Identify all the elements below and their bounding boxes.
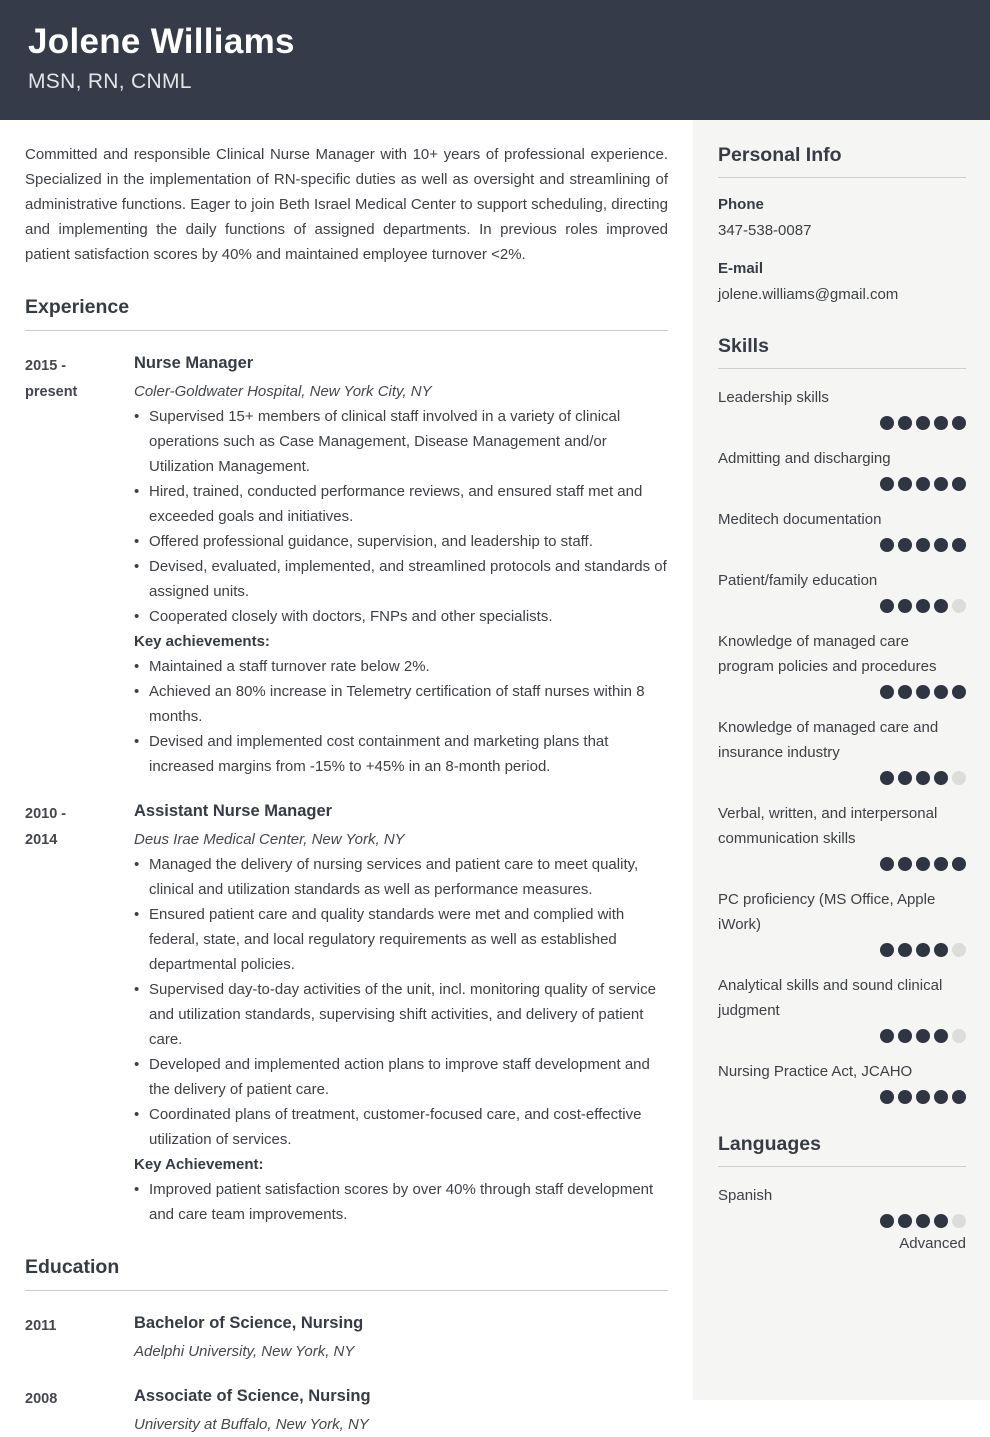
bullet-dot-icon: • [134, 483, 140, 500]
skill-label: Patient/family education [718, 572, 878, 589]
achievement-bullet-list [134, 654, 668, 779]
rating-dot-filled-icon [880, 599, 894, 613]
skill-rating [718, 477, 966, 491]
key-achievements-label: Key Achievement: [134, 1156, 264, 1173]
personal-info-section [718, 144, 966, 306]
bullet-text: Ensured patient care and quality standards were met and complied with federal, state, and local regulatory requirements as well as established departmental policies. [149, 906, 625, 973]
bullet-dot-icon: • [134, 981, 140, 998]
rating-dot-filled-icon [898, 1214, 912, 1228]
skill-rating [718, 416, 966, 430]
rating-dot-filled-icon [934, 538, 948, 552]
rating-dot-filled-icon [952, 685, 966, 699]
language-label: Spanish [718, 1187, 773, 1204]
bullet-text: Maintained a staff turnover rate below 2%. [149, 658, 430, 675]
skill-rating [718, 1090, 966, 1104]
school-name: Adelphi University, New York, NY [134, 1343, 355, 1360]
rating-dot-filled-icon [934, 771, 948, 785]
experience-section-title: Experience [25, 296, 668, 331]
degree-title: Associate of Science, Nursing [134, 1387, 371, 1405]
skill-rating [718, 1029, 966, 1043]
skill-rating [718, 599, 966, 613]
bullet-text: Cooperated closely with doctors, FNPs and other specialists. [149, 608, 553, 625]
bullet-dot-icon: • [134, 608, 140, 625]
job-bullet [134, 1102, 668, 1152]
skill-label: Meditech documentation [718, 511, 882, 528]
rating-dot-filled-icon [898, 1090, 912, 1104]
rating-dot-filled-icon [952, 857, 966, 871]
phone-label: Phone [718, 196, 764, 213]
rating-dot-filled-icon [898, 599, 912, 613]
job-date-start: 2010 - [25, 806, 67, 822]
experience-entry [25, 351, 668, 779]
rating-dot-filled-icon [898, 477, 912, 491]
skill-label: Admitting and discharging [718, 450, 891, 467]
rating-dot-filled-icon [898, 416, 912, 430]
job-date-end: 2014 [25, 832, 58, 848]
skill-label: Knowledge of managed care and insurance industry [718, 719, 939, 761]
rating-dot-empty-icon [952, 1214, 966, 1228]
rating-dot-empty-icon [952, 943, 966, 957]
job-bullet [134, 604, 668, 629]
job-bullet [134, 902, 668, 977]
skill-item [718, 973, 966, 1043]
skills-section [718, 335, 966, 1104]
job-bullet [134, 404, 668, 479]
achievement-bullet [134, 679, 668, 729]
rating-dot-filled-icon [916, 685, 930, 699]
personal-info-title: Personal Info [718, 144, 966, 178]
rating-dot-filled-icon [934, 857, 948, 871]
professional-summary: Committed and responsible Clinical Nurse Manager with 10+ years of professional experience. Specialized in the implementation of RN-specific duties as well as oversight and streamlining of administrative functions. Eager to join Beth Israel Medical Center to support scheduling, directing and implementing the daily functions of assigned departments. In previous roles improved patient satisfaction scores by 40% and maintained employee turnover <2%. [25, 146, 668, 263]
education-year: 2008 [25, 1391, 58, 1407]
rating-dot-filled-icon [916, 599, 930, 613]
bullet-text: Managed the delivery of nursing services and patient care to meet quality, clinical and utilization standards as well as performance measures. [149, 856, 639, 898]
job-bullet-list [134, 852, 668, 1152]
bullet-dot-icon: • [134, 856, 140, 873]
rating-dot-filled-icon [916, 1214, 930, 1228]
skill-label: Verbal, written, and interpersonal communication skills [718, 805, 938, 847]
rating-dot-filled-icon [952, 416, 966, 430]
bullet-dot-icon: • [134, 1181, 140, 1198]
rating-dot-filled-icon [916, 1029, 930, 1043]
skill-rating [718, 685, 966, 699]
rating-dot-filled-icon [880, 1029, 894, 1043]
job-bullet [134, 852, 668, 902]
rating-dot-filled-icon [880, 416, 894, 430]
email-label: E-mail [718, 260, 764, 277]
rating-dot-empty-icon [952, 599, 966, 613]
resume-body [0, 120, 990, 1433]
rating-dot-filled-icon [916, 538, 930, 552]
rating-dot-filled-icon [898, 538, 912, 552]
job-company: Coler-Goldwater Hospital, New York City, NY [134, 383, 432, 400]
bullet-text: Devised, evaluated, implemented, and streamlined protocols and standards of assigned units. [149, 558, 667, 600]
rating-dot-filled-icon [934, 1029, 948, 1043]
job-company: Deus Irae Medical Center, New York, NY [134, 831, 405, 848]
skill-label: Leadership skills [718, 389, 829, 406]
rating-dot-filled-icon [916, 857, 930, 871]
rating-dot-filled-icon [934, 477, 948, 491]
skill-label: Analytical skills and sound clinical judgment [718, 977, 943, 1019]
bullet-text: Offered professional guidance, supervision, and leadership to staff. [149, 533, 593, 550]
bullet-dot-icon: • [134, 683, 140, 700]
bullet-dot-icon: • [134, 558, 140, 575]
job-dates [25, 799, 134, 1227]
skill-item [718, 801, 966, 871]
rating-dot-empty-icon [952, 771, 966, 785]
skill-rating [718, 538, 966, 552]
resume-header [0, 0, 990, 120]
skill-item [718, 568, 966, 613]
skill-label: Nursing Practice Act, JCAHO [718, 1063, 913, 1080]
skill-item [718, 1059, 966, 1104]
job-bullet [134, 479, 668, 529]
rating-dot-filled-icon [916, 943, 930, 957]
school-name: University at Buffalo, New York, NY [134, 1416, 369, 1433]
achievement-bullet-list [134, 1177, 668, 1227]
bullet-text: Coordinated plans of treatment, customer-focused care, and cost-effective utilization of services. [149, 1106, 642, 1148]
bullet-text: Hired, trained, conducted performance reviews, and ensured staff met and exceeded goals and initiatives. [149, 483, 643, 525]
job-dates [25, 351, 134, 779]
bullet-text: Devised and implemented cost containment and marketing plans that increased margins from -15% to +45% in an 8-month period. [149, 733, 609, 775]
rating-dot-filled-icon [934, 1090, 948, 1104]
achievement-bullet [134, 654, 668, 679]
education-year: 2011 [25, 1318, 57, 1334]
skill-label: PC proficiency (MS Office, Apple iWork) [718, 891, 936, 933]
rating-dot-filled-icon [952, 538, 966, 552]
rating-dot-filled-icon [898, 1029, 912, 1043]
bullet-dot-icon: • [134, 658, 140, 675]
job-details [134, 351, 668, 779]
bullet-text: Supervised 15+ members of clinical staff involved in a variety of clinical operations such as Case Management, Disease Management and/or Utilization Management. [149, 408, 621, 475]
achievement-bullet [134, 1177, 668, 1227]
email-value: jolene.williams@gmail.com [718, 286, 899, 303]
skill-item [718, 507, 966, 552]
job-date-end: present [25, 384, 78, 400]
bullet-text: Supervised day-to-day activities of the unit, incl. monitoring quality of service and utilization standards, supervising shift activities, and delivery of patient care. [149, 981, 656, 1048]
skill-rating [718, 857, 966, 871]
skill-item [718, 887, 966, 957]
language-rating [718, 1214, 966, 1228]
bullet-dot-icon: • [134, 906, 140, 923]
main-column [0, 120, 693, 1433]
rating-dot-filled-icon [898, 685, 912, 699]
skill-rating [718, 943, 966, 957]
bullet-dot-icon: • [134, 733, 140, 750]
skill-label: Knowledge of managed care program policies and procedures [718, 633, 937, 675]
rating-dot-filled-icon [880, 1214, 894, 1228]
education-entry [25, 1384, 668, 1437]
rating-dot-filled-icon [952, 1090, 966, 1104]
bullet-text: Achieved an 80% increase in Telemetry certification of staff nurses within 8 months. [149, 683, 645, 725]
job-title: Assistant Nurse Manager [134, 802, 333, 820]
language-level: Advanced [899, 1235, 966, 1252]
job-bullet [134, 554, 668, 604]
rating-dot-filled-icon [934, 416, 948, 430]
job-bullet [134, 1052, 668, 1102]
job-bullet [134, 977, 668, 1052]
sidebar [693, 120, 990, 1400]
rating-dot-filled-icon [934, 1214, 948, 1228]
rating-dot-empty-icon [952, 1029, 966, 1043]
rating-dot-filled-icon [880, 771, 894, 785]
rating-dot-filled-icon [898, 771, 912, 785]
languages-title: Languages [718, 1133, 966, 1167]
job-date-start: 2015 - [25, 358, 67, 374]
skill-item [718, 446, 966, 491]
person-name: Jolene Williams [28, 22, 295, 61]
bullet-dot-icon: • [134, 1056, 140, 1073]
rating-dot-filled-icon [880, 1090, 894, 1104]
bullet-dot-icon: • [134, 408, 140, 425]
bullet-text: Developed and implemented action plans to improve staff development and the delivery of patient care. [149, 1056, 650, 1098]
key-achievements-label: Key achievements: [134, 633, 270, 650]
rating-dot-filled-icon [880, 685, 894, 699]
achievement-bullet [134, 729, 668, 779]
bullet-text: Improved patient satisfaction scores by over 40% through staff development and care team improvements. [149, 1181, 654, 1223]
phone-value: 347-538-0087 [718, 222, 812, 239]
skill-item [718, 385, 966, 430]
education-details [134, 1384, 668, 1437]
job-title: Nurse Manager [134, 354, 254, 372]
rating-dot-filled-icon [916, 771, 930, 785]
rating-dot-filled-icon [880, 943, 894, 957]
rating-dot-filled-icon [934, 943, 948, 957]
education-details [134, 1311, 668, 1364]
job-bullet [134, 529, 668, 554]
rating-dot-filled-icon [916, 477, 930, 491]
languages-section [718, 1133, 966, 1255]
rating-dot-filled-icon [898, 857, 912, 871]
degree-title: Bachelor of Science, Nursing [134, 1314, 364, 1332]
job-bullet-list [134, 404, 668, 629]
skill-item [718, 629, 966, 699]
rating-dot-filled-icon [934, 685, 948, 699]
skill-rating [718, 771, 966, 785]
experience-entry [25, 799, 668, 1227]
rating-dot-filled-icon [934, 599, 948, 613]
rating-dot-filled-icon [916, 416, 930, 430]
skills-title: Skills [718, 335, 966, 369]
rating-dot-filled-icon [880, 857, 894, 871]
education-entry [25, 1311, 668, 1364]
bullet-dot-icon: • [134, 1106, 140, 1123]
bullet-dot-icon: • [134, 533, 140, 550]
person-credentials: MSN, RN, CNML [28, 70, 192, 93]
rating-dot-filled-icon [880, 477, 894, 491]
education-section-title: Education [25, 1256, 668, 1291]
job-details [134, 799, 668, 1227]
rating-dot-filled-icon [916, 1090, 930, 1104]
skill-item [718, 715, 966, 785]
rating-dot-filled-icon [898, 943, 912, 957]
rating-dot-filled-icon [880, 538, 894, 552]
language-item [718, 1183, 966, 1255]
rating-dot-filled-icon [952, 477, 966, 491]
